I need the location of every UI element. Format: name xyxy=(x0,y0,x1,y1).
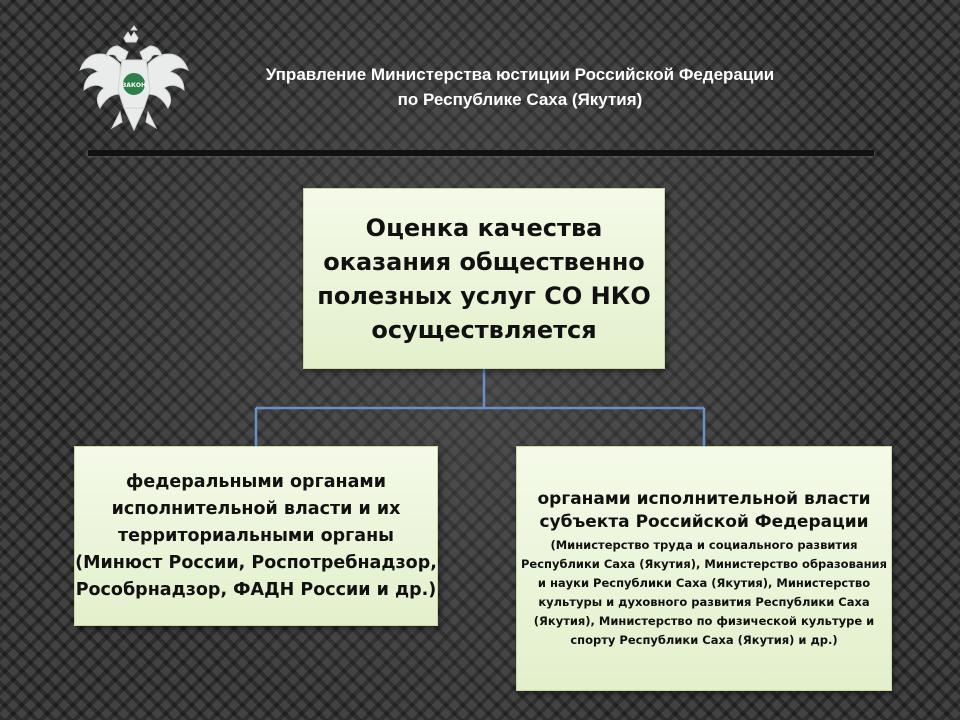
top-box-text: Оценка качества оказания общественно полезных услуг СО НКО осуществляется xyxy=(317,213,651,344)
page-header xyxy=(200,62,840,112)
emblem-text: ЗАКОН xyxy=(122,82,146,89)
right-box-details: (Министерство труда и социального развития Республики Саха (Якутия), Министерство образования и науки Республики Саха (Якутия), Министерство культуры и духовного развития Республики Саха (Якутия), Министерство по физической культуре и спорту Республики Саха (Якутия) и др.) xyxy=(520,537,887,647)
right-box xyxy=(516,446,892,691)
right-box-title: органами исполнительной власти субъекта Российской Федерации xyxy=(537,488,871,532)
left-box-text: федеральными органами исполнительной власти и их территориальными органы (Минюст России, Роспотребнадзор, Рособрнадзор, ФАДН России и др.) xyxy=(75,471,437,600)
header-divider xyxy=(88,150,874,156)
left-box xyxy=(74,446,438,626)
header-line-1: Управление Министерства юстиции Российской Федерации xyxy=(265,65,775,84)
header-line-2: по Республике Саха (Якутия) xyxy=(397,90,643,109)
emblem-eagle-icon xyxy=(74,24,194,144)
top-box xyxy=(303,188,665,369)
